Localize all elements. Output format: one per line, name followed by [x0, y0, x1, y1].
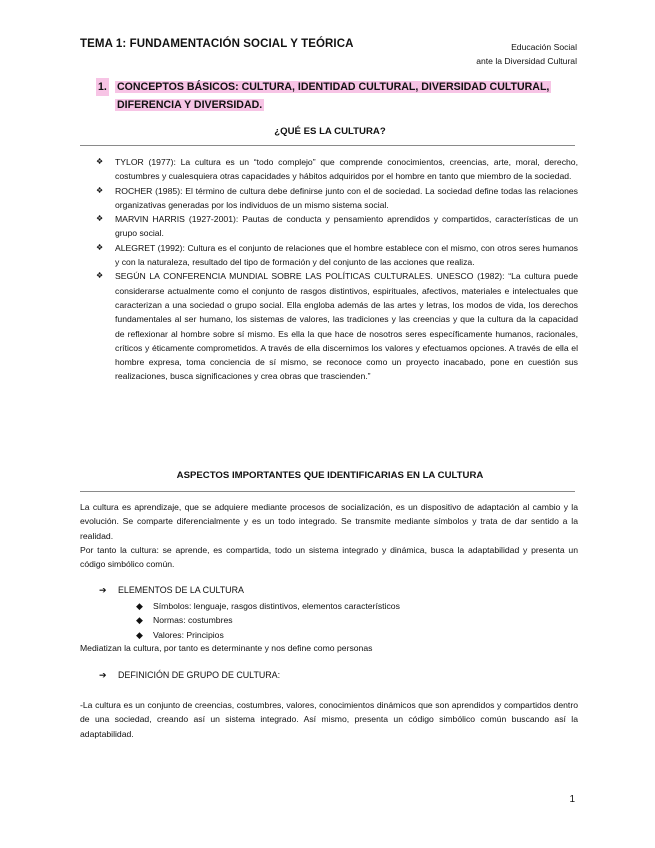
- list-item: [96, 184, 578, 213]
- group-definition-text: -La cultura es un conjunto de creencias, costumbres, valores, conocimientos dinámicos que son aprendidos y compartidos dentro de una sociedad, creando así un sistema integrado. Así mismo, presenta un código simbólico común buscando así la adaptabilidad.: [80, 700, 578, 739]
- diamond-bullet-icon: ❖: [96, 185, 104, 195]
- elements-list: [136, 599, 400, 642]
- definitions-list: [96, 155, 578, 384]
- aspects-paragraph-2: Por tanto la cultura: se aprende, es compartida, todo un sistema integrado y dinámica, busca la adaptabilidad y presenta un código simbólico común.: [80, 544, 578, 570]
- subheading-que-es-cultura: ¿QUÉ ES LA CULTURA?: [274, 126, 386, 137]
- header-course: [476, 40, 577, 68]
- list-item: [136, 599, 400, 613]
- group-definition-heading: [99, 670, 281, 680]
- diamond-bullet-icon: ◆: [136, 615, 143, 626]
- list-item: [96, 269, 578, 383]
- document-title: TEMA 1: FUNDAMENTACIÓN SOCIAL Y TEÓRICA: [80, 38, 354, 50]
- elements-closing: Mediatizan la cultura, por tanto es determinante y nos define como personas: [80, 643, 373, 653]
- arrow-right-icon: ➔: [99, 670, 107, 680]
- page-number: 1: [569, 794, 575, 805]
- divider: [80, 491, 575, 492]
- element-text: Normas: costumbres: [153, 615, 233, 626]
- section-heading: [96, 78, 566, 114]
- list-item: [96, 241, 578, 270]
- header-course-line2: ante la Diversidad Cultural: [476, 56, 577, 66]
- diamond-bullet-icon: ❖: [96, 214, 104, 224]
- list-item: [136, 613, 400, 627]
- list-item: [96, 212, 578, 241]
- list-item: [136, 628, 400, 642]
- diamond-bullet-icon: ❖: [96, 242, 104, 252]
- elements-heading-text: ELEMENTOS DE LA CULTURA: [118, 585, 244, 595]
- diamond-bullet-icon: ❖: [96, 157, 104, 166]
- group-definition-heading-text: DEFINICIÓN DE GRUPO DE CULTURA:: [118, 670, 281, 680]
- definition-text: MARVIN HARRIS (1927-2001): Pautas de conducta y pensamiento aprendidos y compartidos, características de un grupo social.: [115, 214, 578, 239]
- list-item: [96, 155, 578, 184]
- arrow-right-icon: ➔: [99, 585, 107, 595]
- subheading-aspectos: ASPECTOS IMPORTANTES QUE IDENTIFICARIAS EN LA CULTURA: [176, 470, 484, 481]
- element-text: Valores: Principios: [153, 629, 224, 640]
- divider: [80, 145, 575, 146]
- diamond-bullet-icon: ❖: [96, 271, 104, 281]
- aspects-paragraph-1: La cultura es aprendizaje, que se adquiere mediante procesos de socialización, es un dispositivo de adaptación al cambio y la evolución. Se comparte diferencialmente y es un todo integrado. Se transmite mediante símbolos y trata de dar sentido a la realidad.: [80, 502, 578, 541]
- elements-heading: [99, 585, 244, 595]
- definition-text: ALEGRET (1992): Cultura es el conjunto de relaciones que el hombre establece con el mismo, con otros seres humanos y con la naturaleza, resultado del tipo de formación y del conjunto de las acciones que realiza.: [115, 242, 578, 268]
- diamond-bullet-icon: ◆: [136, 601, 143, 611]
- definition-text: ROCHER (1985): El término de cultura debe definirse junto con el de sociedad. La sociedad define todas las relaciones organizativas generadas por los individuos de un mismo sistema social.: [115, 185, 578, 210]
- header-course-line1: Educación Social: [511, 42, 577, 52]
- section-title-line2: DIFERENCIA Y DIVERSIDAD.: [117, 99, 263, 111]
- aspects-text: [80, 500, 578, 571]
- section-title-line1: CONCEPTOS BÁSICOS: CULTURA, IDENTIDAD CULTURAL, DIVERSIDAD CULTURAL,: [117, 81, 550, 93]
- element-text: Símbolos: lenguaje, rasgos distintivos, elementos característicos: [153, 601, 400, 611]
- definition-text: TYLOR (1977): La cultura es un “todo complejo” que comprende conocimientos, creencias, arte, moral, derecho, costumbres y cualesquiera otras capacidades y hábitos adquiridos por el hombre en tanto que miembro de la sociedad.: [115, 157, 578, 182]
- definition-text: SEGÚN LA CONFERENCIA MUNDIAL SOBRE LAS POLÍTICAS CULTURALES. UNESCO (1982): “La cultura puede considerarse actualmente como el conjunto de rasgos distintivos, espirituales, afectivos, materiales e intelectuales que caracterizan a una sociedad o grupo social. Ella engloba además de las artes y letras, los modos de vida, los derechos fundamentales al ser humano, los sistemas de valores, las tradiciones y las creencias y que la cultura da la capacidad de reflexionar al hombre sobre sí mismo. Es ella la que hace de nosotros seres específicamente humanos, racionales, críticos y éticamente comprometidos. A través de ella discernimos los valores y efectuamos opciones. A través de ella el hombre expresa, toma conciencia de sí mismo, se reconoce como un proyecto inacabado, pone en cuestión sus realizaciones, busca significaciones y crea obras que trascienden.”: [115, 271, 578, 382]
- section-number: 1.: [96, 78, 109, 96]
- diamond-bullet-icon: ◆: [136, 629, 143, 640]
